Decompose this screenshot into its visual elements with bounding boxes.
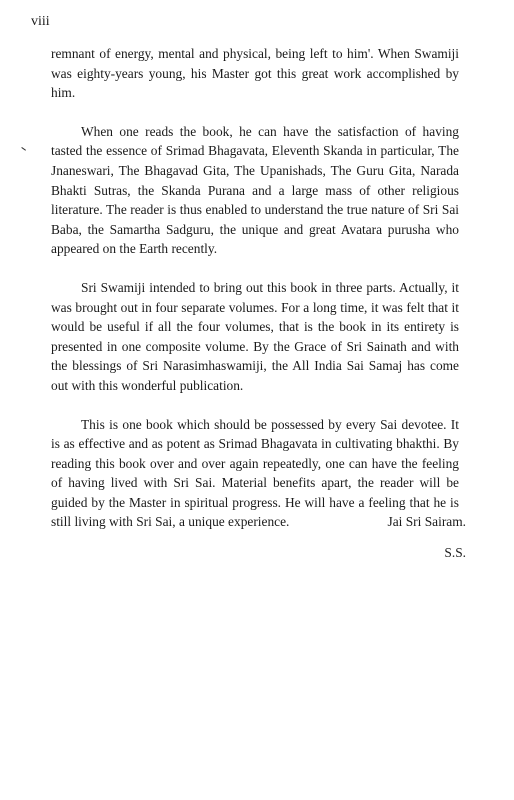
- page-number: viii: [31, 14, 50, 29]
- paragraph-essence: When one reads the book, he can have the satisfaction of having tasted the essence of Srimad Bhagavata, Eleventh Skanda in particular, The Jnaneswari, The Bhagavad Gita, The Upanishads, The Guru Gita, Narada Bhakti Sutras, the Skanda Purana and a large mass of other religious literature. The reader is thus enabled to understand the true nature of Sri Sai Baba, the Samartha Sadguru, the unique and great Avatara purusha who appeared on the Earth recently.: [51, 123, 459, 257]
- paragraph-continuation: remnant of energy, mental and physical, being left to him'. When Swamiji was eighty-years young, his Master got this great work accomplished by him.: [51, 46, 459, 101]
- paragraph-volumes: Sri Swamiji intended to bring out this book in three parts. Actually, it was brought out in four separate volumes. For a long time, it was felt that it would be useful if all the four volumes, that is the book in its entirety is presented in one composite volume. By the Grace of Sri Sainath and with the blessings of Sri Narasimhaswamiji, the All India Sai Samaj has come out with this wonderful publication.: [51, 279, 459, 393]
- stray-ink-mark: [19, 147, 26, 154]
- paragraph-devotee: This is one book which should be possessed by every Sai devotee. It is as effective and as potent as Srimad Bhagavata in cultivating bhakthi. By reading this book over and over again repeatedly, one can have the feeling of having lived with Sri Sai. Material benefits apart, the reader will be guided by the Master in spiritual progress. He will have a feeling that he is still living with Sri Sai, a unique experience.: [51, 416, 459, 530]
- closing-greeting: Jai Sri Sairam.: [387, 514, 466, 529]
- author-initials: S.S.: [444, 545, 466, 560]
- body-text: [51, 44, 459, 532]
